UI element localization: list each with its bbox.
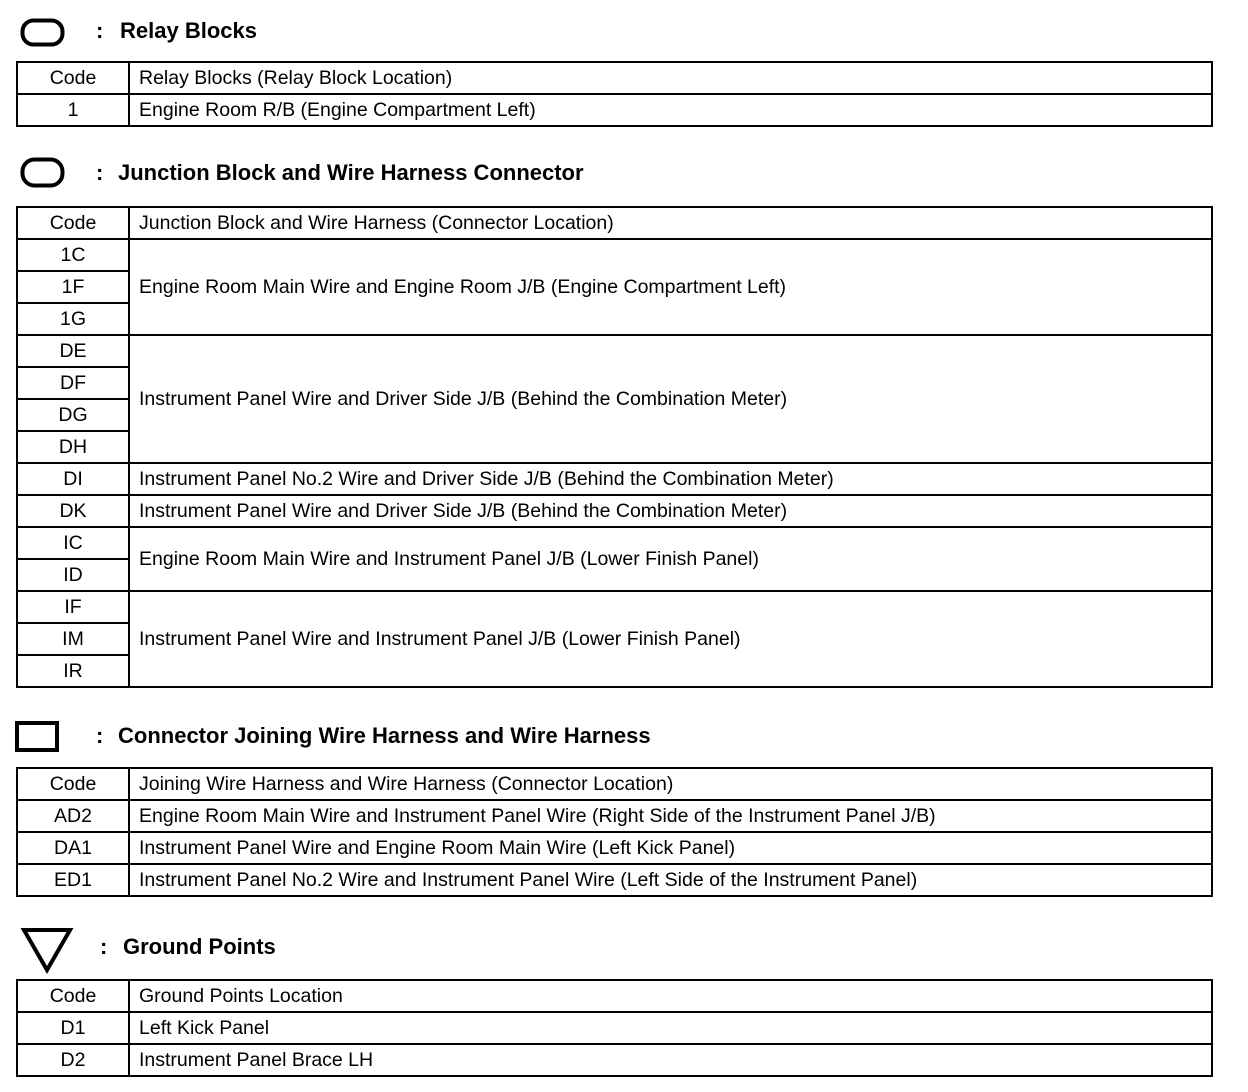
code-cell: 1	[17, 94, 129, 126]
code-cell: AD2	[17, 800, 129, 832]
junction-block-table	[16, 206, 1213, 688]
section-title: Connector Joining Wire Harness and Wire Harness	[118, 723, 651, 748]
table-header-row	[17, 768, 1212, 800]
table-header-row	[17, 207, 1212, 239]
location-cell: Instrument Panel Wire and Instrument Panel J/B (Lower Finish Panel)	[129, 591, 1212, 687]
code-cell: DK	[17, 495, 129, 527]
table-row	[17, 335, 1212, 367]
code-cell: DH	[17, 431, 129, 463]
table-row	[17, 94, 1212, 126]
code-cell: 1G	[17, 303, 129, 335]
relay-blocks-table	[16, 61, 1213, 127]
triangle-down-icon	[20, 926, 76, 976]
code-cell: DI	[17, 463, 129, 495]
code-cell: D1	[17, 1012, 129, 1044]
location-cell: Instrument Panel Brace LH	[129, 1044, 1212, 1076]
heading-colon: :	[96, 18, 104, 43]
section-title: Ground Points	[123, 934, 276, 959]
table-row	[17, 1012, 1212, 1044]
column-header-code: Code	[17, 62, 129, 94]
code-cell: IC	[17, 527, 129, 559]
column-header-location: Relay Blocks (Relay Block Location)	[129, 62, 1212, 94]
location-cell: Instrument Panel Wire and Engine Room Main Wire (Left Kick Panel)	[129, 832, 1212, 864]
table-row	[17, 832, 1212, 864]
section-title: Relay Blocks	[120, 18, 257, 43]
heading-colon: :	[100, 934, 108, 959]
location-cell: Instrument Panel No.2 Wire and Instrument Panel Wire (Left Side of the Instrument Panel)	[129, 864, 1212, 896]
heading-colon: :	[96, 723, 104, 748]
junction-block-heading	[0, 152, 700, 192]
column-header-location: Joining Wire Harness and Wire Harness (Connector Location)	[129, 768, 1212, 800]
location-cell: Engine Room Main Wire and Instrument Panel Wire (Right Side of the Instrument Panel J/B)	[129, 800, 1212, 832]
relay-blocks-heading	[0, 10, 600, 50]
location-cell: Left Kick Panel	[129, 1012, 1212, 1044]
table-row	[17, 591, 1212, 623]
column-header-code: Code	[17, 207, 129, 239]
table-row	[17, 495, 1212, 527]
table-header-row	[17, 62, 1212, 94]
table-row	[17, 1044, 1212, 1076]
column-header-code: Code	[17, 980, 129, 1012]
table-row	[17, 800, 1212, 832]
code-cell: IR	[17, 655, 129, 687]
rounded-rect-icon	[20, 156, 66, 188]
code-cell: IM	[17, 623, 129, 655]
code-cell: 1F	[17, 271, 129, 303]
table-header-row	[17, 980, 1212, 1012]
code-cell: DG	[17, 399, 129, 431]
rounded-rect-icon	[20, 17, 66, 49]
location-cell: Instrument Panel No.2 Wire and Driver Side J/B (Behind the Combination Meter)	[129, 463, 1212, 495]
heading-colon: :	[96, 160, 104, 185]
code-cell: DA1	[17, 832, 129, 864]
table-row	[17, 463, 1212, 495]
table-row	[17, 239, 1212, 271]
code-cell: DE	[17, 335, 129, 367]
connector-joining-table	[16, 767, 1213, 897]
column-header-location: Ground Points Location	[129, 980, 1212, 1012]
ground-points-table	[16, 979, 1213, 1077]
code-cell: D2	[17, 1044, 129, 1076]
connector-joining-heading	[0, 715, 760, 755]
code-cell: ED1	[17, 864, 129, 896]
location-cell: Engine Room Main Wire and Engine Room J/B (Engine Compartment Left)	[129, 239, 1212, 335]
location-cell: Instrument Panel Wire and Driver Side J/B (Behind the Combination Meter)	[129, 495, 1212, 527]
location-cell: Instrument Panel Wire and Driver Side J/B (Behind the Combination Meter)	[129, 335, 1212, 463]
column-header-location: Junction Block and Wire Harness (Connector Location)	[129, 207, 1212, 239]
section-title: Junction Block and Wire Harness Connector	[118, 160, 584, 185]
location-cell: Engine Room R/B (Engine Compartment Left)	[129, 94, 1212, 126]
table-row	[17, 864, 1212, 896]
location-cell: Engine Room Main Wire and Instrument Panel J/B (Lower Finish Panel)	[129, 527, 1212, 591]
code-cell: IF	[17, 591, 129, 623]
code-cell: ID	[17, 559, 129, 591]
square-icon	[14, 720, 62, 754]
ground-points-heading	[0, 926, 400, 966]
column-header-code: Code	[17, 768, 129, 800]
code-cell: DF	[17, 367, 129, 399]
code-cell: 1C	[17, 239, 129, 271]
table-row	[17, 527, 1212, 559]
